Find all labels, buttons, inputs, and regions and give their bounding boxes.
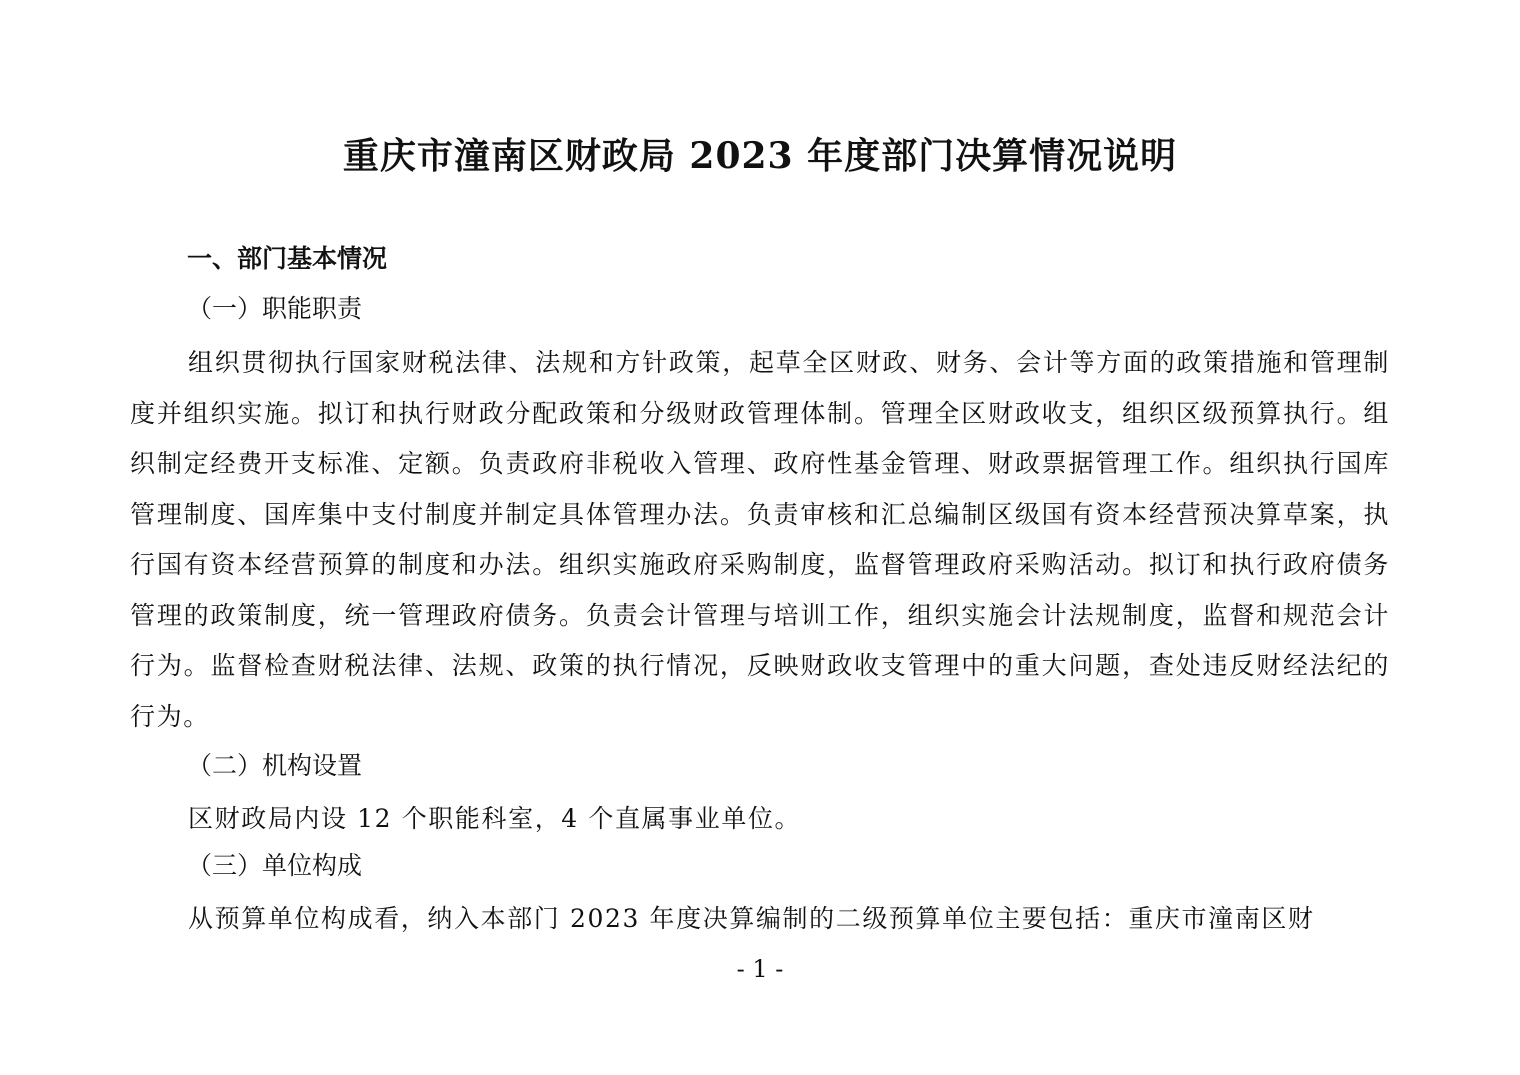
document-title: 重庆市潼南区财政局 2023 年度部门决算情况说明 — [342, 135, 1178, 177]
paragraph-units: 从预算单位构成看，纳入本部门 2023 年度决算编制的二级预算单位主要包括：重庆市潼南区财 — [188, 904, 1315, 933]
paragraph-organization: 区财政局内设 12 个职能科室，4 个直属事业单位。 — [188, 804, 802, 833]
section-heading-basic-info: 一、部门基本情况 — [187, 244, 388, 273]
subsection-heading-functions: （一）职能职责 — [187, 294, 363, 323]
subsection-heading-units: （三）单位构成 — [187, 851, 363, 880]
page-number: - 1 - — [736, 955, 784, 983]
subsection-heading-organization: （二）机构设置 — [187, 751, 363, 780]
paragraph-functions: 组织贯彻执行国家财税法律、法规和方针政策，起草全区财政、财务、会计等方面的政策措施和管理制度并组织实施。拟订和执行财政分配政策和分级财政管理体制。管理全区财政收支，组织区级预算执行。组织制定经费开支标准、定额。负责政府非税收入管理、政府性基金管理、财政票据管理工作。组织执行国库管理制度、国库集中支付制度并制定具体管理办法。负责审核和汇总编制区级国有资本经营预决算草案，执行国有资本经营预算的制度和办法。组织实施政府采购制度，监督管理政府采购活动。拟订和执行政府债务管理的政策制度，统一管理政府债务。负责会计管理与培训工作，组织实施会计法规制度，监督和规范会计行为。监督检查财税法律、法规、政策的执行情况，反映财政收支管理中的重大问题，查处违反财经法纪的行为。 — [130, 348, 1390, 731]
